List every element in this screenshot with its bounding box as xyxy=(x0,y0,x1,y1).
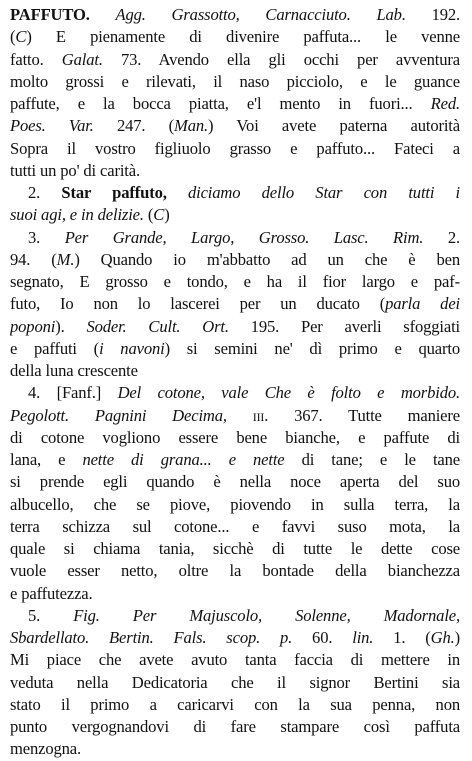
italic-text: M. xyxy=(56,249,75,269)
text-run: segnato, E grosso e tondo, e ha il fior largo e paf- xyxy=(10,272,460,291)
text-run: si prende egli quando è nella noce aperta del suo xyxy=(10,472,460,492)
text-run: terra schizza sul cotone... e favvi suso mota, la xyxy=(10,516,460,536)
text-run: 3. xyxy=(28,227,65,247)
entry-line xyxy=(10,293,460,315)
italic-text: Sbardellato. Bertin. Fals. scop. p. xyxy=(10,628,293,647)
italic-text: poponi xyxy=(10,316,56,336)
entry-line xyxy=(10,560,460,582)
italic-text: Red. xyxy=(430,94,460,113)
text-run xyxy=(167,183,188,202)
italic-text: Del cotone, vale Che è folto e morbido. xyxy=(117,383,460,403)
text-run: ( xyxy=(10,27,16,47)
entry-line xyxy=(10,405,460,427)
text-run: ) si semini ne' dì primo e quarto xyxy=(164,338,460,358)
italic-text: C xyxy=(15,27,27,47)
text-run: ). xyxy=(55,316,87,336)
entry-line xyxy=(10,471,460,493)
italic-text: diciamo dello Star con tutti i xyxy=(187,183,460,202)
text-run: e paffuti ( xyxy=(10,338,100,358)
text-run: della luna crescente xyxy=(10,361,138,380)
text-run: futo, Io non lo lascerei per un ducato ( xyxy=(10,294,386,314)
text-run: ) Voi avete paterna autorità xyxy=(208,116,460,136)
entry-line xyxy=(10,26,460,48)
entry-line xyxy=(10,738,460,760)
text-run: 73. Avendo ella gli occhi per avventura xyxy=(102,49,460,69)
text-run: veduta nella Dedicatoria che il signor Bertini sia xyxy=(10,672,460,692)
text-run: ) xyxy=(454,628,460,647)
entry-line xyxy=(10,316,460,338)
entry-line xyxy=(10,716,460,738)
text-run: 5. xyxy=(28,605,74,625)
italic-text: suoi agi, e in delizie. xyxy=(10,205,144,225)
entry-line xyxy=(10,227,460,249)
text-run: quale si chiama tania, sicchè di tutte le dette cose xyxy=(10,539,460,558)
text-run: 1. ( xyxy=(373,628,431,647)
text-run: molto grossi e rilevati, il naso picciolo, e le guance xyxy=(10,71,460,91)
italic-text: Man. xyxy=(174,116,209,136)
entry-line xyxy=(10,204,460,226)
text-run xyxy=(90,5,116,24)
text-run: ) E pienamente di divenire paffuta... le venne xyxy=(26,27,460,47)
text-run: albucello, che se piove, piovendo in sulla terra, la xyxy=(10,494,460,514)
entry-line xyxy=(10,583,460,605)
italic-text: lin. xyxy=(352,628,374,647)
entry-line xyxy=(10,516,460,538)
entry-line xyxy=(10,160,460,182)
text-run: stato il primo a caricarvi con la sua penna, non xyxy=(10,694,460,714)
text-run: menzogna. xyxy=(10,739,81,759)
text-run: 192. xyxy=(405,5,460,24)
text-run: lana, e xyxy=(10,450,83,469)
entry-line xyxy=(10,427,460,449)
entry-line xyxy=(10,449,460,471)
entry-line xyxy=(10,49,460,71)
text-run: ( xyxy=(143,205,154,225)
italic-text: Soder. Cult. Ort. xyxy=(86,316,229,336)
entry-line xyxy=(10,360,460,382)
text-run: . 367. Tutte maniere xyxy=(264,405,460,425)
text-run: paffute, e la bocca piatta, e'l mento in fuori... xyxy=(10,94,431,113)
text-run: vuole esser netto, oltre la bontade della bianchezza xyxy=(10,561,460,581)
text-run: 2. xyxy=(28,183,62,202)
italic-text: nette di grana... e nette xyxy=(82,450,285,469)
entry-line xyxy=(10,627,460,649)
entry-line xyxy=(10,249,460,271)
italic-text: Gh. xyxy=(430,628,455,647)
text-run: fatto. xyxy=(10,49,62,69)
bold-text: PAFFUTO. xyxy=(10,5,90,24)
text-run xyxy=(227,406,253,425)
dictionary-entry-paffuto xyxy=(10,4,460,761)
entry-line xyxy=(10,382,460,404)
entry-line xyxy=(10,271,460,293)
bold-text: Star paffuto, xyxy=(61,183,167,202)
text-run: Mi piace che avete avuto tanta faccia di mettere in xyxy=(10,650,460,670)
italic-text: Per Grande, Largo, Grosso. Lasc. Rim. xyxy=(64,227,424,247)
entry-line xyxy=(10,672,460,694)
entry-line xyxy=(10,694,460,716)
italic-text: Galat. xyxy=(61,49,103,69)
entry-line xyxy=(10,649,460,671)
entry-line xyxy=(10,138,460,160)
italic-text: Pegolott. Pagnini Decima, xyxy=(10,405,227,425)
entry-line xyxy=(10,71,460,93)
text-run: tutti un po' di carità. xyxy=(10,160,140,180)
text-run: e paffutezza. xyxy=(10,583,93,603)
entry-line xyxy=(10,494,460,516)
text-run: ) Quando io m'abbatto ad un che è ben xyxy=(74,249,460,269)
entry-line xyxy=(10,338,460,360)
text-run: 195. Per averli sfoggiati xyxy=(228,316,460,336)
text-run: 94. ( xyxy=(10,249,57,269)
text-run: di tane; e le tane xyxy=(284,450,460,469)
entry-line xyxy=(10,538,460,560)
entry-line xyxy=(10,605,460,627)
entry-line xyxy=(10,182,460,204)
text-run: di cotone vogliono essere bene bianche, e paffute di xyxy=(10,427,460,447)
text-run: ) xyxy=(164,205,170,225)
text-run: 2. xyxy=(423,227,460,247)
italic-text: Poes. Var. xyxy=(10,116,94,136)
smallcaps-text: iii xyxy=(252,405,265,425)
text-run: Sopra il vostro figliuolo grasso e paffuto... Fateci a xyxy=(10,138,460,158)
italic-text: Fig. Per Majuscolo, Solenne, Madornale, xyxy=(73,605,460,625)
italic-text: Agg. Grassotto, Carnacciuto. Lab. xyxy=(115,5,406,24)
entry-line xyxy=(10,115,460,137)
text-run: 247. ( xyxy=(93,116,175,136)
entry-line xyxy=(10,4,460,26)
entry-line xyxy=(10,93,460,115)
italic-text: C xyxy=(153,205,165,225)
text-run: 60. xyxy=(292,628,353,647)
text-run: punto vergognandovi di fare stampare così paffuta xyxy=(10,717,460,736)
text-run: 4. [Fanf.] xyxy=(28,383,118,403)
italic-text: parla dei xyxy=(385,294,460,314)
italic-text: i navoni xyxy=(99,338,165,358)
